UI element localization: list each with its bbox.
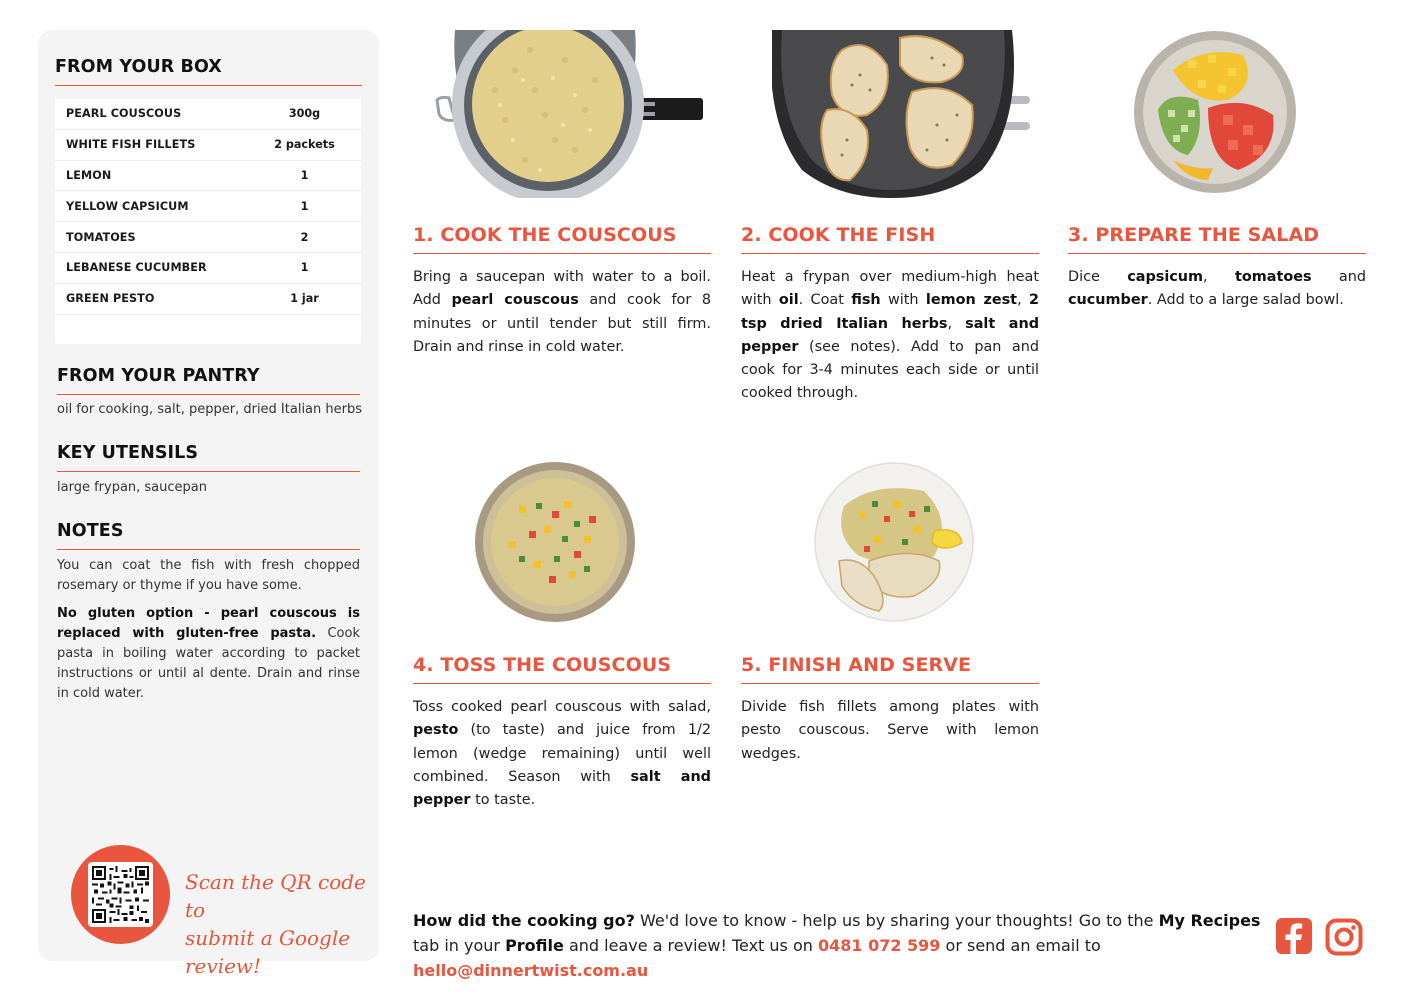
- footer-question: How did the cooking go?: [413, 911, 635, 930]
- footer-text-3: and leave a review! Text us on: [563, 936, 818, 955]
- notes-title: NOTES: [57, 521, 360, 550]
- ingredient-name: WHITE FISH FILLETS: [66, 138, 196, 152]
- step-2-text: [741, 266, 1039, 406]
- ingredient-qty: 1: [300, 261, 309, 275]
- ingredient-row: [55, 99, 361, 130]
- step-2: [741, 224, 1039, 406]
- step-text-run: ,: [1017, 292, 1029, 309]
- footer-email-link[interactable]: hello@dinnertwist.com.au: [413, 961, 649, 980]
- step-text-run: with: [880, 292, 926, 309]
- sidebar: [38, 30, 379, 978]
- notes-text: [57, 556, 360, 712]
- step-text-bold: fish: [851, 292, 881, 309]
- footer-text-1: We'd love to know - help us by sharing your thoughts! Go to the: [634, 911, 1159, 930]
- note-gluten-free-bold: No gluten option - pearl couscous is replaced with gluten-free pasta.: [57, 606, 360, 641]
- step-4-title: 4. TOSS THE COUSCOUS: [413, 654, 711, 684]
- step-text-run: ,: [947, 315, 966, 332]
- ingredient-name: YELLOW CAPSICUM: [66, 199, 189, 213]
- ingredient-row: [55, 284, 361, 315]
- footer-my-recipes: My Recipes: [1158, 911, 1261, 930]
- step-5-title: 5. FINISH AND SERVE: [741, 654, 1039, 684]
- step-text-run: . Coat: [798, 292, 852, 309]
- step-4: [413, 654, 711, 812]
- note-fresh-herbs: You can coat the fish with fresh chopped rosemary or thyme if you have some.: [57, 558, 360, 593]
- note-gluten-free-rest: Cook pasta in boiling water according to packet instructions or until al dente. Drain and rinse in cold water.: [57, 626, 360, 701]
- step-text-bold: salt and pepper: [741, 315, 1039, 355]
- step-5: [741, 654, 1039, 766]
- ingredients-table: [55, 99, 361, 344]
- ingredient-name: PEARL COUSCOUS: [66, 107, 182, 121]
- step-2-title: 2. COOK THE FISH: [741, 224, 1039, 254]
- ingredient-row: [55, 253, 361, 284]
- step-1-text: [413, 266, 711, 359]
- step-3-title: 3. PREPARE THE SALAD: [1068, 224, 1366, 254]
- ingredient-row: [55, 130, 361, 161]
- step-text-bold: 2 tsp dried Italian herbs: [741, 292, 1039, 332]
- ingredient-qty: 300g: [288, 107, 321, 121]
- salad-bowl-image: [1133, 30, 1298, 195]
- step-text-run: (see notes). Add to pan and cook for 3-4 minutes each side or until cooked through.: [741, 338, 1039, 402]
- step-text-run: Divide fish fillets among plates with pesto couscous. Serve with lemon wedges.: [741, 699, 1039, 762]
- ingredient-row: [55, 161, 361, 192]
- facebook-icon[interactable]: [1276, 918, 1312, 954]
- ingredient-qty: 1 jar: [290, 292, 319, 306]
- step-text-bold: salt and pepper: [413, 768, 711, 809]
- step-text-bold: oil: [778, 292, 799, 309]
- step-text-run: Bring a saucepan with water to a boil. Add: [413, 269, 711, 309]
- step-text-run: Heat a frypan over medium-high heat with: [741, 269, 1039, 309]
- step-text-bold: tomatoes: [1234, 269, 1312, 285]
- fish-frypan-image: [772, 30, 1030, 198]
- finished-plate-image: [814, 461, 974, 623]
- ingredient-name: TOMATOES: [66, 230, 136, 244]
- step-text-bold: pesto: [413, 722, 459, 739]
- step-text-run: and: [1311, 269, 1367, 285]
- ingredient-row: [55, 191, 361, 222]
- pantry-title: FROM YOUR PANTRY: [57, 366, 360, 395]
- ingredient-name: LEMON: [66, 168, 112, 182]
- pantry-text: oil for cooking, salt, pepper, dried Italian herbs: [57, 402, 362, 417]
- footer-profile: Profile: [505, 936, 564, 955]
- step-text-run: Dice: [1068, 269, 1128, 285]
- footer-text-4: or send an email to: [940, 936, 1101, 955]
- qr-badge: [71, 845, 170, 944]
- footer-phone-link[interactable]: 0481 072 599: [817, 936, 941, 955]
- qr-caption-line2: submit a Google review!: [185, 926, 351, 978]
- step-text-run: ,: [1203, 269, 1235, 285]
- step-text-run: and cook for 8 minutes or until tender but still firm. Drain and rinse in cold water.: [413, 292, 712, 355]
- ingredient-name: LEBANESE CUCUMBER: [66, 261, 207, 275]
- step-text-run: Toss cooked pearl couscous with salad,: [413, 699, 711, 715]
- step-3-text: [1068, 266, 1366, 313]
- qr-caption: [185, 868, 385, 980]
- step-1: [413, 224, 711, 359]
- step-text-bold: capsicum: [1127, 269, 1204, 285]
- step-4-text: [413, 696, 711, 812]
- review-footer: [413, 908, 1263, 983]
- from-your-box-title: FROM YOUR BOX: [55, 57, 362, 86]
- step-text-run: (to taste) and juice from 1/2 lemon (wedge remaining) until well combined. Season with: [413, 722, 711, 785]
- ingredient-qty: 2: [300, 230, 309, 244]
- ingredient-qty: 1: [300, 199, 309, 213]
- footer-text-2: tab in your: [413, 936, 506, 955]
- ingredient-qty: 2 packets: [274, 138, 335, 152]
- step-text-run: . Add to a large salad bowl.: [1147, 292, 1344, 309]
- step-1-title: 1. COOK THE COUSCOUS: [413, 224, 711, 254]
- ingredient-row: [55, 222, 361, 253]
- ingredient-name: GREEN PESTO: [66, 292, 155, 306]
- instagram-icon[interactable]: [1325, 918, 1363, 956]
- tossed-couscous-image: [474, 461, 637, 624]
- note-gluten-free: [57, 604, 360, 704]
- utensils-text: large frypan, saucepan: [57, 480, 207, 495]
- ingredient-qty: 1: [300, 168, 309, 182]
- step-text-bold: pearl couscous: [451, 292, 579, 309]
- step-text-bold: lemon zest: [925, 292, 1018, 309]
- utensils-title: KEY UTENSILS: [57, 443, 360, 472]
- step-3: [1068, 224, 1366, 313]
- step-text-bold: cucumber: [1068, 292, 1148, 309]
- step-text-run: to taste.: [470, 792, 536, 809]
- step-5-text: [741, 696, 1039, 766]
- qr-code-icon[interactable]: [88, 862, 153, 927]
- qr-caption-line1: Scan the QR code to: [185, 870, 366, 922]
- couscous-strainer-image: [435, 30, 703, 198]
